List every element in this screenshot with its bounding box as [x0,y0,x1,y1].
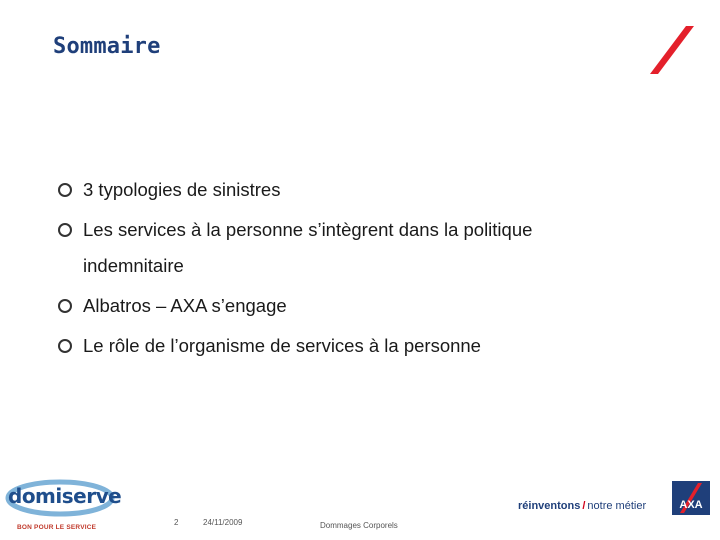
slide-title: Sommaire [53,34,161,59]
bullet-circle-icon [58,299,72,313]
axa-logo-mark [672,481,710,515]
bullet-text: 3 typologies de sinistres [83,179,281,200]
bullet-text: Les services à la personne s’intègrent dans la politique [83,219,533,240]
bullet-circle-icon [58,223,72,237]
bullet-item [58,328,698,364]
axa-logo-text: AXA [679,499,703,511]
axa-slash-icon [648,24,696,76]
bullet-item [58,172,698,208]
bullet-circle-icon [58,183,72,197]
slogan-slash-icon: / [582,500,586,512]
axa-logo [672,481,710,515]
domiserve-tagline: BON POUR LE SERVICE [17,524,97,531]
bullet-circle-icon [58,339,72,353]
bullet-text: Albatros – AXA s’engage [83,295,287,316]
axa-slogan [518,500,646,512]
footer-department: Dommages Corporels [320,521,398,530]
domiserve-wordmark: domiserve [8,484,122,508]
bullet-item [58,288,698,324]
domiserve-logo [5,478,122,534]
bullet-list [58,172,698,368]
footer-date: 24/11/2009 [203,518,243,527]
page-number: 2 [174,518,179,527]
slogan-bold: réinventons [518,500,581,512]
bullet-text-continuation: indemnitaire [83,255,184,276]
slogan-rest: notre métier [587,500,647,512]
bullet-text: Le rôle de l’organisme de services à la personne [83,335,481,356]
bullet-item [58,212,698,284]
